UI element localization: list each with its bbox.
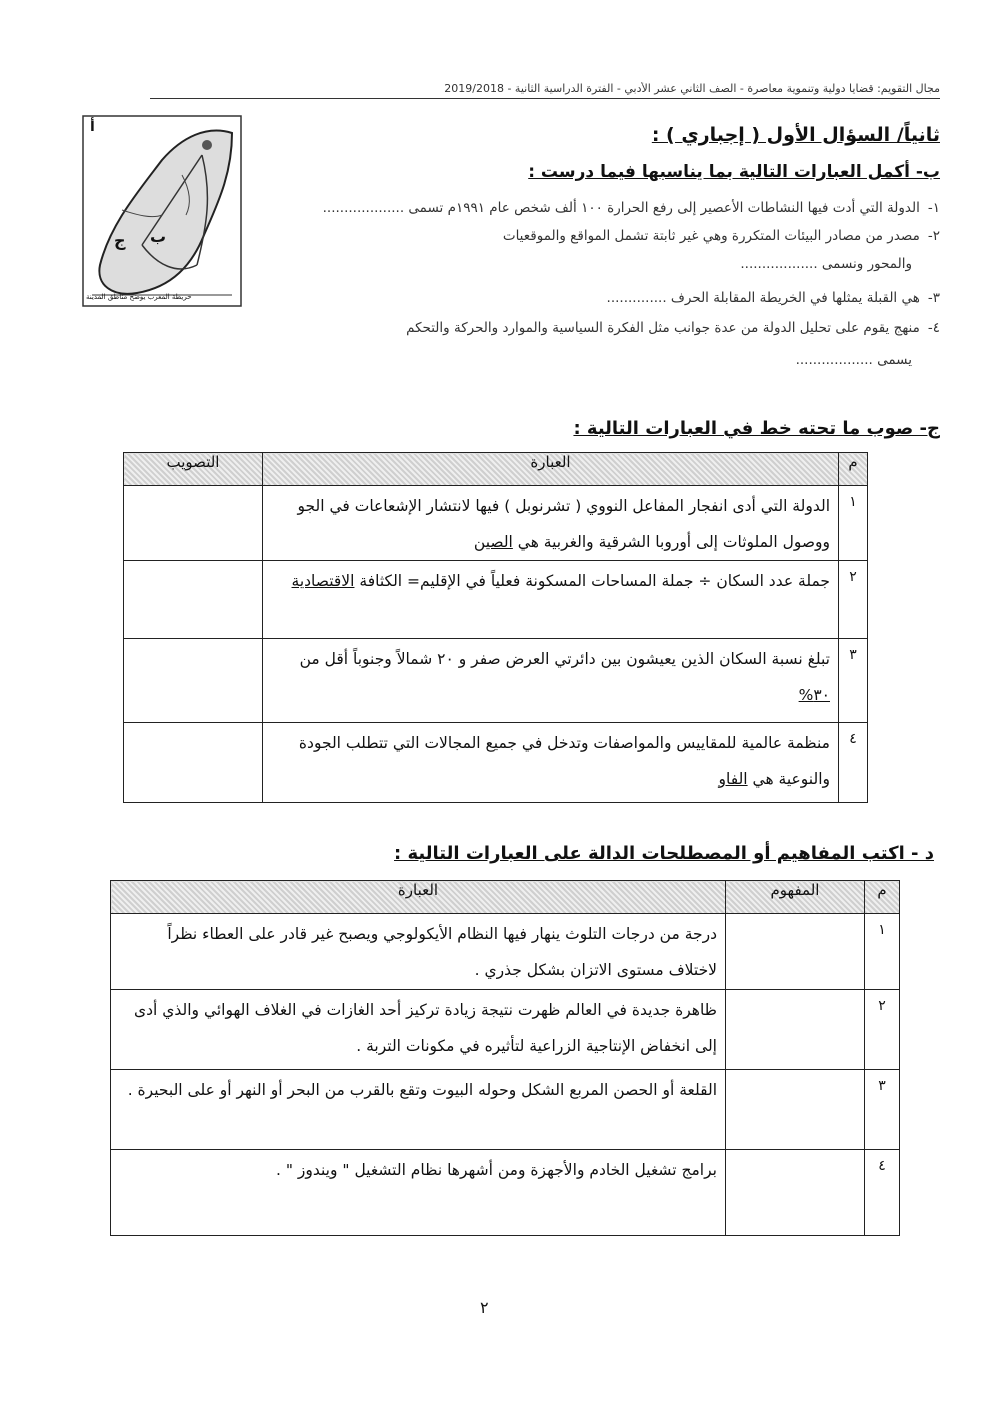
map-label-a: أ (90, 119, 95, 135)
row-text-before: جملة عدد السكان ÷ جملة المساحات المسكونة فعلياً في الإقليم= الكثافة (354, 572, 830, 590)
table-row (124, 723, 868, 803)
map-label-c: ج (114, 231, 126, 250)
question-title: ثانياً/ السؤال الأول ( إجباري ) : (651, 124, 940, 146)
row-text (263, 639, 839, 723)
row-text (263, 486, 839, 561)
header-num: م (865, 881, 900, 914)
answer-cell[interactable] (726, 914, 865, 990)
underlined-term: ٣٠% (798, 686, 830, 704)
underlined-term: الاقتصادية (291, 572, 355, 590)
answer-cell[interactable] (726, 1070, 865, 1150)
map-figure (82, 115, 242, 307)
row-text: برامج تشغيل الخادم والأجهزة ومن أشهرها نظام التشغيل " ويندوز " . (111, 1150, 726, 1236)
row-number: ١ (865, 914, 900, 990)
map-label-b: ب (150, 227, 167, 246)
fill-item (406, 320, 940, 336)
fill-item (323, 200, 940, 216)
row-text (263, 561, 839, 639)
answer-cell[interactable] (726, 1150, 865, 1236)
answer-cell[interactable] (124, 486, 263, 561)
table-row (124, 639, 868, 723)
row-text-before: منظمة عالمية للمقاييس والمواصفات وتدخل في جميع المجالات التي تتطلب الجودة والنوعية هي (298, 734, 830, 788)
table-row (124, 561, 868, 639)
item-text: الدولة التي أدت فيها النشاطات الأعصير إلى رفع الحرارة ١٠٠ ألف شخص عام ١٩٩١م تسمى ................... (322, 200, 920, 216)
page-number: ٢ (480, 1298, 489, 1317)
section-d-instruction: د - اكتب المفاهيم أو المصطلحات الدالة على العبارات التالية : (394, 843, 934, 864)
item-number: ٤- (927, 320, 940, 336)
item-text: والمحور ونسمى .................. (740, 256, 912, 272)
row-number: ٢ (865, 990, 900, 1070)
answer-cell[interactable] (124, 639, 263, 723)
header-answer: التصويب (124, 453, 263, 486)
answer-cell[interactable] (124, 561, 263, 639)
header-text: العبارة (263, 453, 839, 486)
row-number: ٣ (865, 1070, 900, 1150)
item-text: هي القبلة يمثلها في الخريطة المقابلة الحرف .............. (606, 290, 920, 306)
page-header: مجال التقويم: قضايا دولية وتنموية معاصرة - الصف الثاني عشر الأدبي - الفترة الدراسية الثانية - 2019/2018 (150, 82, 940, 99)
item-text: مصدر من مصادر البيئات المتكررة وهي غير ثابتة تشمل المواقع والموقعيات (502, 228, 920, 244)
row-number: ١ (839, 486, 868, 561)
row-number: ٢ (839, 561, 868, 639)
map-caption: خريطة المغرب يوضح مناطق المدينة (86, 293, 192, 301)
section-c-instruction: ج- صوب ما تحته خط في العبارات التالية : (573, 418, 940, 439)
item-text: يسمى .................. (795, 352, 912, 368)
table-header-row (124, 453, 868, 486)
table-row (124, 486, 868, 561)
fill-item (503, 228, 940, 244)
row-text: ظاهرة جديدة في العالم ظهرت نتيجة زيادة تركيز أحد الغازات في الغلاف الهوائي والذي أدى إلى انخفاض الإنتاجية الزراعية لتأثيره في مكونات التربة . (111, 990, 726, 1070)
table-row (111, 1150, 900, 1236)
table-row (111, 914, 900, 990)
row-text-before: تبلغ نسبة السكان الذين يعيشون بين دائرتي العرض صفر و ٢٠ شمالاً وجنوباً أقل من (299, 650, 830, 668)
table-row (111, 990, 900, 1070)
concepts-table (110, 880, 900, 1236)
item-text: منهج يقوم على تحليل الدولة من عدة جوانب مثل الفكرة السياسية والموارد والحركة والتحكم (406, 320, 920, 336)
answer-cell[interactable] (726, 990, 865, 1070)
answer-cell[interactable] (124, 723, 263, 803)
fill-item (796, 352, 920, 368)
row-text: القلعة أو الحصن المربع الشكل وحوله البيوت وتقع بالقرب من البحر أو النهر أو على البحيرة . (111, 1070, 726, 1150)
row-number: ٤ (865, 1150, 900, 1236)
correction-table (123, 452, 868, 803)
item-number: ٣- (927, 290, 940, 306)
section-b-instruction: ب- أكمل العبارات التالية بما يناسبها فيما درست : (528, 162, 940, 182)
item-number: ١- (927, 200, 940, 216)
underlined-term: الفاو (718, 770, 748, 788)
item-number: ٢- (927, 228, 940, 244)
table-header-row (111, 881, 900, 914)
row-text: درجة من درجات التلوث ينهار فيها النظام الأيكولوجي ويصبح غير قادر على العطاء نظراً لاختلاف مستوى الاتزان بشكل جذري . (111, 914, 726, 990)
row-text (263, 723, 839, 803)
underlined-term: الصين (473, 533, 513, 551)
table-row (111, 1070, 900, 1150)
row-text-before: الدولة التي أدى انفجار المفاعل النووي ( تشرنوبل ) فيها لانتشار الإشعاعات في الجو ووصول الملوثات إلى أوروبا الشرقية والغربية هي (297, 497, 830, 551)
header-num: م (839, 453, 868, 486)
header-answer: المفهوم (726, 881, 865, 914)
header-text: العبارة (111, 881, 726, 914)
fill-item (740, 256, 920, 272)
row-number: ٤ (839, 723, 868, 803)
fill-item (607, 290, 940, 306)
row-number: ٣ (839, 639, 868, 723)
